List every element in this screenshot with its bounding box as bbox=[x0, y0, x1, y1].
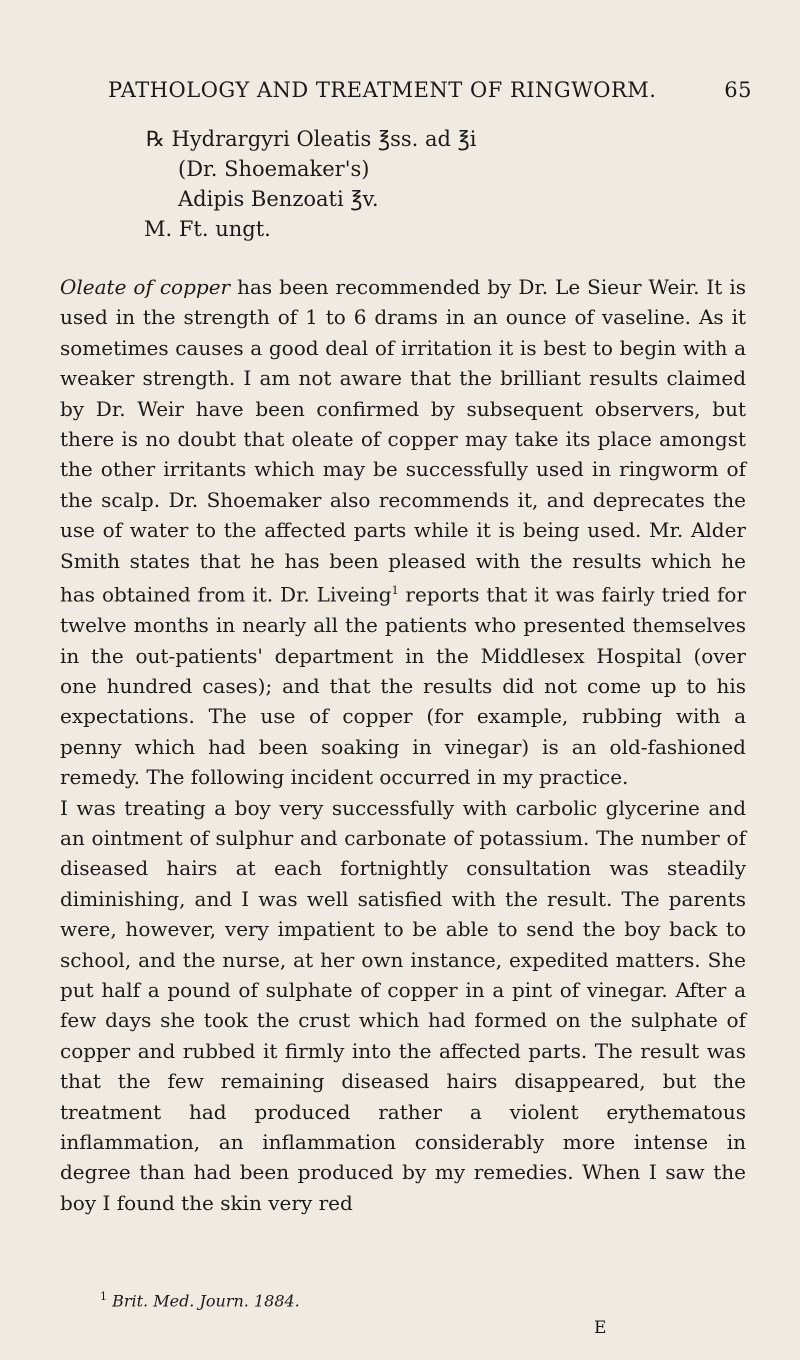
paragraph-case-report: I was treating a boy very successfully with carbolic glycerine and an ointment of sulphur and carbonate of potassium. The number of diseased hairs at each fortnightly consultation was steadily diminishing, and I was well satisfied with the result. The parents were, however, very impatient to be able to send the boy back to school, and the nurse, at her own instance, expedited matters. She put half a pound of sulphate of copper in a pint of vinegar. After a few days she took the crust which had formed on the sulphate of copper and rubbed it firmly into the affected parts. The result was that the few remaining diseased hairs disappeared, but the treatment had produced rather a violent erythematous inflammation, an inflammation considerably more intense in degree than had been produced by my remedies. When I saw the boy I found the skin very red bbox=[60, 795, 746, 1215]
paragraph-oleate-of-copper bbox=[60, 272, 746, 793]
footnote-reference: 1 bbox=[391, 584, 399, 598]
running-title: PATHOLOGY AND TREATMENT OF RINGWORM. bbox=[108, 78, 657, 102]
body-text bbox=[60, 272, 746, 1218]
running-header bbox=[108, 78, 752, 102]
paragraph-text-b: reports that it was fairly tried for twelve months in nearly all the patients who presented themselves in the out-patients' department in the Middlesex Hospital (over one hundred cases); and that the results did not come up to his expectations. The use of copper (for example, rubbing with a penny which had been soaking in vinegar) is an old-fashioned remedy. The following incident occurred in my practice. bbox=[60, 582, 747, 790]
paragraph-lead-italic: Oleate of copper bbox=[60, 275, 231, 299]
footnote-text: Brit. Med. Journ. 1884. bbox=[107, 1291, 300, 1311]
prescription-line-4: M. Ft. ungt. bbox=[144, 217, 271, 241]
page-number: 65 bbox=[724, 78, 752, 102]
prescription-line-3: Adipis Benzoati ℥v. bbox=[178, 187, 379, 211]
footnote-marker: 1 bbox=[100, 1290, 107, 1303]
paragraph-text-a: has been recommended by Dr. Le Sieur Weir. It is used in the strength of 1 to 6 drams in an ounce of vaseline. As it sometimes causes a good deal of irritation it is best to begin with a weaker strength. I am not aware that the brilliant results claimed by Dr. Weir have been confirmed by subsequent observers, but there is no doubt that oleate of copper may take its place amongst the other irritants which may be successfully used in ringworm of the scalp. Dr. Shoemaker also recommends it, and deprecates the use of water to the affected parts while it is being used. Mr. Alder Smith states that he has been pleased with the results which he has obtained from it. Dr. Liveing bbox=[60, 275, 747, 607]
prescription-line-2: (Dr. Shoemaker's) bbox=[178, 157, 370, 181]
prescription-line-1: ℞ Hydrargyri Oleatis ℥ss. ad ℥i bbox=[146, 127, 477, 151]
prescription-block bbox=[146, 124, 476, 244]
footnote bbox=[100, 1290, 300, 1310]
signature-mark: E bbox=[594, 1318, 607, 1338]
